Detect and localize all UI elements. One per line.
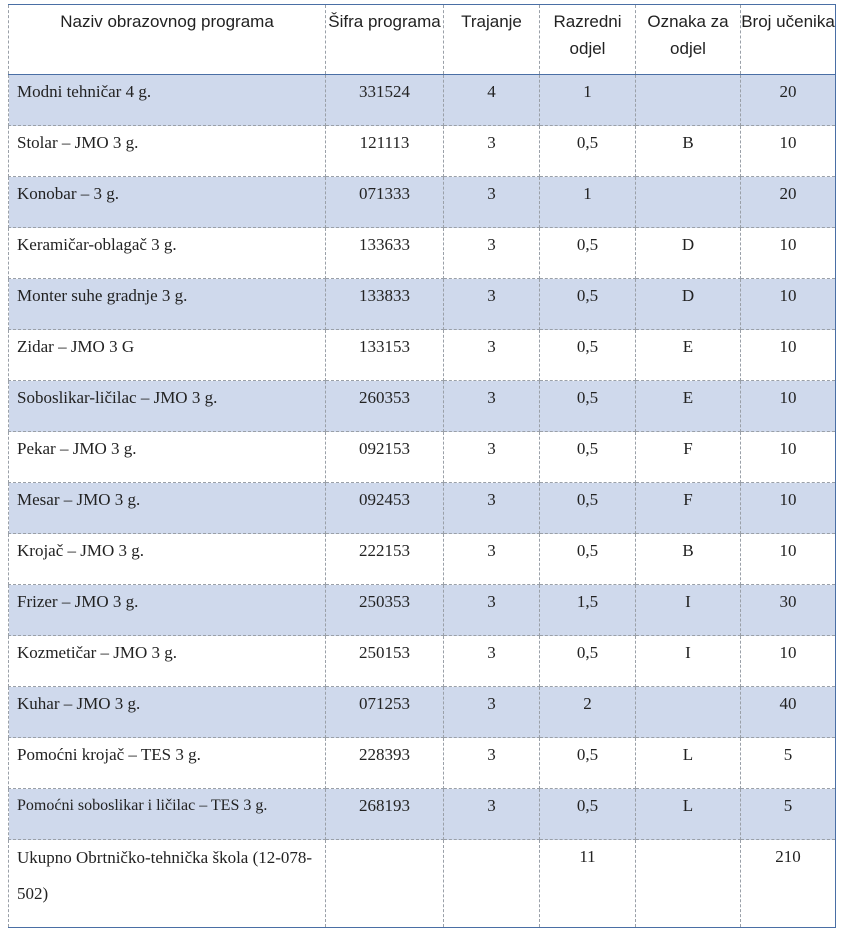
program-name: Kuhar – JMO 3 g. bbox=[9, 687, 326, 738]
program-code: 133633 bbox=[326, 228, 444, 279]
header-class-mark: Oznaka za odjel bbox=[636, 5, 741, 75]
table-row bbox=[9, 228, 836, 279]
total-class-mark bbox=[636, 840, 741, 928]
program-code: 260353 bbox=[326, 381, 444, 432]
table-row bbox=[9, 687, 836, 738]
table-row bbox=[9, 432, 836, 483]
program-duration: 3 bbox=[444, 330, 540, 381]
program-class-mark: E bbox=[636, 330, 741, 381]
program-name: Zidar – JMO 3 G bbox=[9, 330, 326, 381]
program-code: 071333 bbox=[326, 177, 444, 228]
header-program-code: Šifra programa bbox=[326, 5, 444, 75]
program-class-mark: F bbox=[636, 432, 741, 483]
total-duration bbox=[444, 840, 540, 928]
table-row bbox=[9, 483, 836, 534]
total-students: 210 bbox=[741, 840, 836, 928]
program-code: 071253 bbox=[326, 687, 444, 738]
table-row bbox=[9, 126, 836, 177]
table-row bbox=[9, 330, 836, 381]
program-class-mark: F bbox=[636, 483, 741, 534]
program-code: 250153 bbox=[326, 636, 444, 687]
header-program-name: Naziv obrazovnog programa bbox=[9, 5, 326, 75]
program-class-unit: 2 bbox=[540, 687, 636, 738]
program-name: Konobar – 3 g. bbox=[9, 177, 326, 228]
program-name: Modni tehničar 4 g. bbox=[9, 75, 326, 126]
program-name: Frizer – JMO 3 g. bbox=[9, 585, 326, 636]
header-row bbox=[9, 5, 836, 75]
program-name: Soboslikar-ličilac – JMO 3 g. bbox=[9, 381, 326, 432]
program-class-mark: B bbox=[636, 126, 741, 177]
program-class-unit: 0,5 bbox=[540, 483, 636, 534]
program-code: 133153 bbox=[326, 330, 444, 381]
header-duration: Trajanje bbox=[444, 5, 540, 75]
table-row bbox=[9, 585, 836, 636]
program-duration: 3 bbox=[444, 177, 540, 228]
program-code: 268193 bbox=[326, 789, 444, 840]
program-name: Pomoćni krojač – TES 3 g. bbox=[9, 738, 326, 789]
program-class-unit: 0,5 bbox=[540, 330, 636, 381]
program-code: 222153 bbox=[326, 534, 444, 585]
program-students: 20 bbox=[741, 177, 836, 228]
program-code: 331524 bbox=[326, 75, 444, 126]
program-class-unit: 1 bbox=[540, 75, 636, 126]
program-class-unit: 1,5 bbox=[540, 585, 636, 636]
total-label: Ukupno Obrtničko-tehnička škola (12-078-502) bbox=[9, 840, 326, 928]
program-class-mark: B bbox=[636, 534, 741, 585]
program-class-unit: 0,5 bbox=[540, 534, 636, 585]
total-row bbox=[9, 840, 836, 928]
table-row bbox=[9, 534, 836, 585]
program-class-unit: 0,5 bbox=[540, 789, 636, 840]
program-class-unit: 0,5 bbox=[540, 432, 636, 483]
program-duration: 3 bbox=[444, 534, 540, 585]
program-name: Pekar – JMO 3 g. bbox=[9, 432, 326, 483]
program-class-mark: I bbox=[636, 585, 741, 636]
program-duration: 3 bbox=[444, 738, 540, 789]
program-name: Pomoćni soboslikar i ličilac – TES 3 g. bbox=[9, 789, 326, 840]
program-students: 30 bbox=[741, 585, 836, 636]
table-row bbox=[9, 75, 836, 126]
program-students: 10 bbox=[741, 126, 836, 177]
program-students: 10 bbox=[741, 483, 836, 534]
program-code: 228393 bbox=[326, 738, 444, 789]
program-class-mark: E bbox=[636, 381, 741, 432]
table-row bbox=[9, 636, 836, 687]
program-students: 20 bbox=[741, 75, 836, 126]
program-duration: 3 bbox=[444, 228, 540, 279]
program-code: 092153 bbox=[326, 432, 444, 483]
program-duration: 3 bbox=[444, 483, 540, 534]
program-students: 10 bbox=[741, 534, 836, 585]
program-duration: 3 bbox=[444, 687, 540, 738]
program-name: Mesar – JMO 3 g. bbox=[9, 483, 326, 534]
program-duration: 3 bbox=[444, 126, 540, 177]
program-name: Monter suhe gradnje 3 g. bbox=[9, 279, 326, 330]
program-code: 121113 bbox=[326, 126, 444, 177]
header-student-count: Broj učenika bbox=[741, 5, 836, 75]
program-name: Stolar – JMO 3 g. bbox=[9, 126, 326, 177]
program-students: 40 bbox=[741, 687, 836, 738]
program-duration: 3 bbox=[444, 789, 540, 840]
program-name: Kozmetičar – JMO 3 g. bbox=[9, 636, 326, 687]
table-row bbox=[9, 789, 836, 840]
program-class-unit: 0,5 bbox=[540, 738, 636, 789]
program-students: 10 bbox=[741, 279, 836, 330]
table-row bbox=[9, 177, 836, 228]
program-duration: 3 bbox=[444, 279, 540, 330]
program-class-mark: D bbox=[636, 279, 741, 330]
program-class-mark: I bbox=[636, 636, 741, 687]
table-row bbox=[9, 738, 836, 789]
table-row bbox=[9, 279, 836, 330]
header-class-unit: Razredni odjel bbox=[540, 5, 636, 75]
program-code: 133833 bbox=[326, 279, 444, 330]
program-name: Keramičar-oblagač 3 g. bbox=[9, 228, 326, 279]
total-code bbox=[326, 840, 444, 928]
program-class-mark: L bbox=[636, 789, 741, 840]
program-class-mark: D bbox=[636, 228, 741, 279]
program-class-mark: L bbox=[636, 738, 741, 789]
program-class-unit: 0,5 bbox=[540, 381, 636, 432]
total-class-unit: 11 bbox=[540, 840, 636, 928]
program-class-unit: 1 bbox=[540, 177, 636, 228]
program-code: 092453 bbox=[326, 483, 444, 534]
program-class-mark bbox=[636, 177, 741, 228]
program-students: 10 bbox=[741, 330, 836, 381]
program-name: Krojač – JMO 3 g. bbox=[9, 534, 326, 585]
program-students: 5 bbox=[741, 738, 836, 789]
program-class-unit: 0,5 bbox=[540, 636, 636, 687]
program-class-unit: 0,5 bbox=[540, 126, 636, 177]
program-students: 10 bbox=[741, 636, 836, 687]
programs-table bbox=[8, 4, 836, 928]
program-duration: 3 bbox=[444, 585, 540, 636]
program-students: 10 bbox=[741, 432, 836, 483]
program-class-unit: 0,5 bbox=[540, 279, 636, 330]
program-class-unit: 0,5 bbox=[540, 228, 636, 279]
program-students: 10 bbox=[741, 381, 836, 432]
program-duration: 4 bbox=[444, 75, 540, 126]
program-duration: 3 bbox=[444, 636, 540, 687]
program-duration: 3 bbox=[444, 432, 540, 483]
program-class-mark bbox=[636, 687, 741, 738]
program-class-mark bbox=[636, 75, 741, 126]
program-students: 5 bbox=[741, 789, 836, 840]
program-duration: 3 bbox=[444, 381, 540, 432]
program-students: 10 bbox=[741, 228, 836, 279]
program-code: 250353 bbox=[326, 585, 444, 636]
table-row bbox=[9, 381, 836, 432]
